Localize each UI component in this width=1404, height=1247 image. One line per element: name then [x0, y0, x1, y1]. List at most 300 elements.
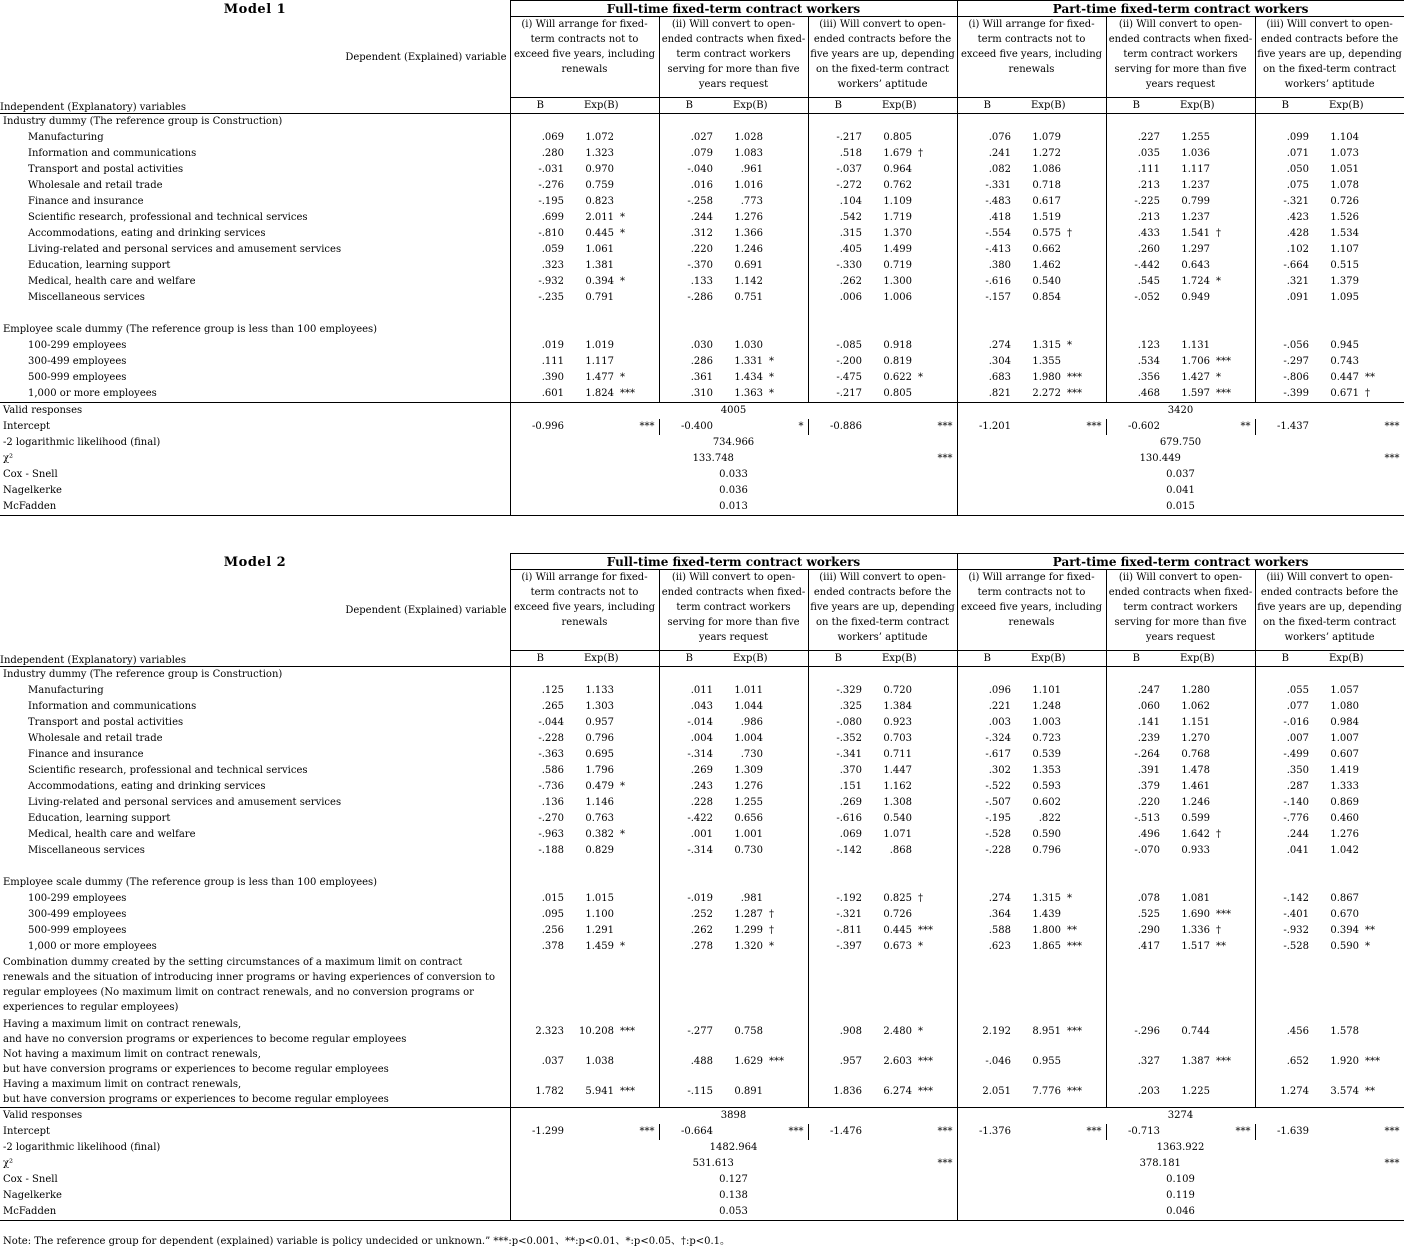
dependent-column-header: (i) Will arrange for fixed-term contracts not to exceed five years, including renewals — [957, 17, 1106, 98]
coef-expb: 0.479 — [585, 781, 614, 792]
stat-label: Valid responses — [0, 403, 510, 420]
significance-mark: ** — [1067, 925, 1077, 936]
coef-expb: 1.038 — [585, 1056, 614, 1067]
coef-b: -.296 — [1106, 1017, 1166, 1047]
coef-b: -.507 — [957, 795, 1017, 811]
coef-b: .059 — [510, 242, 570, 258]
significance-mark: † — [769, 925, 774, 936]
significance-mark — [618, 699, 659, 715]
coef-b: -.031 — [510, 162, 570, 178]
coef-expb: 0.617 — [1032, 196, 1061, 207]
coef-expb: 0.823 — [585, 196, 614, 207]
coef-expb: 1.051 — [1330, 164, 1359, 175]
significance-mark: *** — [1315, 1124, 1404, 1140]
coef-expb: 1.006 — [883, 292, 912, 303]
coef-expb: 1.095 — [1330, 292, 1359, 303]
significance-mark — [1065, 715, 1106, 731]
coef-b: .265 — [510, 699, 570, 715]
significance-mark — [1363, 843, 1404, 859]
coef-b: .096 — [957, 683, 1017, 699]
significance-mark — [1065, 811, 1106, 827]
significance-mark — [1363, 146, 1404, 162]
coef-expb: 0.662 — [1032, 244, 1061, 255]
significance-mark: *** — [918, 1086, 933, 1097]
coef-expb: .961 — [740, 164, 763, 175]
coef-b: -.195 — [510, 194, 570, 210]
significance-mark — [618, 290, 659, 306]
variable-label: Medical, health care and welfare — [28, 276, 196, 287]
significance-mark — [1214, 843, 1255, 859]
coef-b: .123 — [1106, 338, 1166, 354]
significance-mark — [916, 747, 957, 763]
significance-mark — [916, 683, 957, 699]
variable-label: Transport and postal activities — [28, 164, 184, 175]
coef-expb: .730 — [740, 749, 763, 760]
significance-mark — [767, 795, 808, 811]
dependent-column-header: (iii) Will convert to open-ended contracts before the five years are up, depending on the fixed-term contract workers’ aptitude — [1255, 570, 1404, 651]
coef-b: -.736 — [510, 779, 570, 795]
significance-mark — [767, 162, 808, 178]
coef-expb: 1.276 — [734, 781, 763, 792]
variable-label: Wholesale and retail trade — [28, 733, 163, 744]
significance-mark — [916, 827, 957, 843]
coef-expb: .773 — [740, 196, 763, 207]
significance-mark — [916, 290, 957, 306]
coef-expb: 1.291 — [585, 925, 614, 936]
coef-b: -.422 — [659, 811, 719, 827]
dependent-variable-label: Dependent (Explained) variable — [345, 604, 507, 616]
group-header: Full-time fixed-term contract workers — [510, 554, 957, 570]
coef-b: -.363 — [510, 747, 570, 763]
significance-mark — [767, 779, 808, 795]
coef-b: .075 — [1255, 178, 1315, 194]
significance-mark — [1214, 146, 1255, 162]
variable-label: Transport and postal activities — [28, 717, 184, 728]
coef-b: -.314 — [659, 843, 719, 859]
coef-b: .111 — [1106, 162, 1166, 178]
coef-b: -.286 — [659, 290, 719, 306]
significance-mark: *** — [1315, 419, 1404, 435]
coef-b: -.616 — [957, 274, 1017, 290]
significance-mark: * — [620, 829, 625, 840]
dependent-column-header: (iii) Will convert to open-ended contracts before the five years are up, depending on the fixed-term contract workers’ aptitude — [1255, 17, 1404, 98]
significance-mark — [1065, 274, 1106, 290]
significance-mark — [1214, 891, 1255, 907]
b-header: B — [957, 98, 1017, 114]
coef-expb: 0.825 — [883, 893, 912, 904]
variable-label: Manufacturing — [28, 685, 104, 696]
significance-mark: *** — [620, 1086, 635, 1097]
dependent-column-header: (i) Will arrange for fixed-term contracts not to exceed five years, including renewals — [957, 570, 1106, 651]
significance-mark: * — [620, 228, 625, 239]
coef-expb: 1.499 — [883, 244, 912, 255]
significance-mark — [767, 146, 808, 162]
coef-expb: 7.776 — [1032, 1086, 1061, 1097]
coef-b: -.217 — [808, 386, 868, 403]
coef-b: .683 — [957, 370, 1017, 386]
coef-expb: 0.743 — [1330, 356, 1359, 367]
significance-mark: *** — [1067, 372, 1082, 383]
significance-mark: * — [1363, 939, 1404, 955]
coef-expb: 0.382 — [585, 829, 614, 840]
intercept-value: -0.602 — [1106, 419, 1166, 435]
coef-b: -.157 — [957, 290, 1017, 306]
significance-mark — [618, 178, 659, 194]
coef-b: .260 — [1106, 242, 1166, 258]
coef-expb: 0.703 — [883, 733, 912, 744]
significance-mark — [1065, 795, 1106, 811]
significance-mark — [1214, 811, 1255, 827]
significance-mark: *** — [937, 1126, 953, 1137]
coef-expb: 0.763 — [585, 813, 614, 824]
variable-label: Education, learning support — [28, 813, 171, 824]
coef-b: -.483 — [957, 194, 1017, 210]
coef-expb: 0.719 — [883, 260, 912, 271]
significance-mark — [618, 747, 659, 763]
dependent-column-header: (iii) Will convert to open-ended contracts before the five years are up, depending on the fixed-term contract workers’ aptitude — [808, 570, 957, 651]
intercept-value: -1.476 — [808, 1124, 868, 1140]
significance-mark — [1363, 178, 1404, 194]
coef-b: .256 — [510, 923, 570, 939]
coef-expb: 3.574 — [1330, 1086, 1359, 1097]
coef-expb: 1.299 — [734, 925, 763, 936]
coef-b: .274 — [957, 338, 1017, 354]
combination-line-1: Not having a maximum limit on contract renewals, — [3, 1049, 261, 1060]
significance-mark: * — [1067, 893, 1072, 904]
coef-b: -.442 — [1106, 258, 1166, 274]
significance-mark — [916, 795, 957, 811]
significance-mark: *** — [1216, 1056, 1231, 1067]
coef-b: 2.192 — [957, 1017, 1017, 1047]
significance-mark — [916, 338, 957, 354]
variable-label: Accommodations, eating and drinking services — [28, 228, 266, 239]
significance-mark — [916, 178, 957, 194]
significance-mark: *** — [788, 1126, 804, 1137]
coef-expb: 0.796 — [585, 733, 614, 744]
coef-expb: 1.107 — [1330, 244, 1359, 255]
coef-b: -.932 — [510, 274, 570, 290]
significance-mark: *** — [937, 421, 953, 432]
intercept-value: -0.996 — [510, 419, 570, 435]
significance-mark — [1363, 354, 1404, 370]
coef-b: .228 — [659, 795, 719, 811]
coef-b: .361 — [659, 370, 719, 386]
coef-b: .069 — [510, 130, 570, 146]
coef-expb: 1.270 — [1181, 733, 1210, 744]
expb-header: Exp(B) — [868, 651, 957, 667]
coef-b: -.188 — [510, 843, 570, 859]
significance-mark: * — [769, 356, 774, 367]
significance-mark — [618, 891, 659, 907]
coef-expb: 1.384 — [883, 701, 912, 712]
stat-label: Nagelkerke — [3, 485, 62, 496]
significance-mark — [767, 338, 808, 354]
coef-b: .468 — [1106, 386, 1166, 403]
significance-mark — [1214, 1077, 1255, 1108]
significance-mark: *** — [1067, 388, 1082, 399]
significance-mark: *** — [1216, 356, 1231, 367]
coef-b: -.115 — [659, 1077, 719, 1108]
stat-value: 0.037 — [957, 467, 1404, 483]
significance-mark: *** — [1363, 1047, 1404, 1077]
significance-mark — [767, 130, 808, 146]
coef-expb: 0.970 — [585, 164, 614, 175]
significance-mark — [767, 210, 808, 226]
group-header: Part-time fixed-term contract workers — [957, 554, 1404, 570]
significance-mark: *** — [937, 453, 953, 464]
coef-b: .125 — [510, 683, 570, 699]
coef-expb: 1.083 — [734, 148, 763, 159]
section-label — [0, 306, 510, 322]
significance-mark — [1363, 811, 1404, 827]
significance-mark — [618, 811, 659, 827]
significance-mark — [1214, 763, 1255, 779]
coef-expb: 1.578 — [1330, 1026, 1359, 1037]
coef-expb: 1.028 — [734, 132, 763, 143]
coef-b: -.228 — [957, 843, 1017, 859]
stat-value: 0.119 — [957, 1188, 1404, 1204]
variable-label: Wholesale and retail trade — [28, 180, 163, 191]
variable-label: Education, learning support — [28, 260, 171, 271]
significance-mark — [1214, 338, 1255, 354]
coef-b: .278 — [659, 939, 719, 955]
coef-b: .027 — [659, 130, 719, 146]
stat-value: 0.013 — [510, 499, 957, 516]
coef-expb: 1.534 — [1330, 228, 1359, 239]
coef-expb: 1.980 — [1032, 372, 1061, 383]
coef-b: .623 — [957, 939, 1017, 955]
coef-b: -.142 — [808, 843, 868, 859]
coef-expb: 0.945 — [1330, 340, 1359, 351]
coef-expb: 0.539 — [1032, 749, 1061, 760]
expb-header: Exp(B) — [1166, 651, 1255, 667]
coef-b: -.397 — [808, 939, 868, 955]
significance-mark — [618, 907, 659, 923]
significance-mark: * — [918, 372, 923, 383]
stat-value: 0.138 — [510, 1188, 957, 1204]
variable-label: 300-499 employees — [28, 909, 127, 920]
coef-b: .269 — [808, 795, 868, 811]
coef-expb: 1.057 — [1330, 685, 1359, 696]
significance-mark: *** — [1216, 388, 1231, 399]
coef-expb: 2.480 — [883, 1026, 912, 1037]
significance-mark — [618, 795, 659, 811]
variable-label: Medical, health care and welfare — [28, 829, 196, 840]
stat-label: Intercept — [3, 421, 51, 432]
significance-mark — [1065, 258, 1106, 274]
b-header: B — [510, 98, 570, 114]
significance-mark — [767, 242, 808, 258]
coef-expb: 0.791 — [585, 292, 614, 303]
combination-line-1: Having a maximum limit on contract renewals, — [3, 1079, 242, 1090]
coef-expb: 1.366 — [734, 228, 763, 239]
combination-variable-label — [0, 1077, 510, 1108]
coef-expb: 0.515 — [1330, 260, 1359, 271]
coef-b: .417 — [1106, 939, 1166, 955]
coef-expb: 1.303 — [585, 701, 614, 712]
significance-mark: *** — [639, 1126, 655, 1137]
coef-b: -.200 — [808, 354, 868, 370]
stat-value: 0.015 — [957, 499, 1404, 516]
b-header: B — [808, 651, 868, 667]
coef-expb: 1.920 — [1330, 1056, 1359, 1067]
coef-expb: 0.622 — [883, 372, 912, 383]
coef-b: .364 — [957, 907, 1017, 923]
significance-mark — [767, 290, 808, 306]
b-header: B — [1106, 98, 1166, 114]
coef-expb: 1.706 — [1181, 356, 1210, 367]
stat-value: 1363.922 — [957, 1140, 1404, 1156]
coef-b: -.321 — [1255, 194, 1315, 210]
stat-value: 0.041 — [957, 483, 1404, 499]
coef-expb: 1.016 — [734, 180, 763, 191]
expb-header: Exp(B) — [570, 651, 659, 667]
coef-b: -.401 — [1255, 907, 1315, 923]
coef-expb: 0.718 — [1032, 180, 1061, 191]
coef-expb: .986 — [740, 717, 763, 728]
stat-value: 3420 — [957, 403, 1404, 420]
significance-mark: *** — [937, 1158, 953, 1169]
coef-b: -.413 — [957, 242, 1017, 258]
expb-header: Exp(B) — [719, 651, 808, 667]
significance-mark — [618, 354, 659, 370]
significance-mark — [767, 194, 808, 210]
expb-header: Exp(B) — [1017, 651, 1106, 667]
coef-b: .262 — [808, 274, 868, 290]
coef-b: .380 — [957, 258, 1017, 274]
variable-label: 500-999 employees — [28, 925, 127, 936]
coef-expb: 1.719 — [883, 212, 912, 223]
coef-b: -.040 — [659, 162, 719, 178]
significance-mark — [1214, 795, 1255, 811]
coef-expb: .822 — [1038, 813, 1061, 824]
significance-mark — [916, 274, 957, 290]
coef-expb: 1.323 — [585, 148, 614, 159]
variable-label: 100-299 employees — [28, 893, 127, 904]
coef-b: .239 — [1106, 731, 1166, 747]
significance-mark — [916, 226, 957, 242]
significance-mark — [1363, 827, 1404, 843]
significance-mark — [1065, 683, 1106, 699]
coef-b: .213 — [1106, 178, 1166, 194]
coef-expb: 1.072 — [585, 132, 614, 143]
significance-mark: *** — [1067, 1026, 1082, 1037]
coef-b: .321 — [1255, 274, 1315, 290]
significance-mark: ** — [1240, 421, 1251, 432]
intercept-value: -0.400 — [659, 419, 719, 435]
coef-b: .323 — [510, 258, 570, 274]
coef-expb: 1.061 — [585, 244, 614, 255]
coef-expb: 0.758 — [734, 1026, 763, 1037]
coef-expb: 1.042 — [1330, 845, 1359, 856]
coef-b: -.080 — [808, 715, 868, 731]
significance-mark — [1363, 338, 1404, 354]
coef-b: -.014 — [659, 715, 719, 731]
stat-value: 378.181 — [957, 1156, 1363, 1172]
coef-b: -.321 — [808, 907, 868, 923]
coef-expb: 1.133 — [585, 685, 614, 696]
significance-mark: *** — [1235, 1126, 1251, 1137]
coef-b: -.522 — [957, 779, 1017, 795]
coef-expb: 0.540 — [1032, 276, 1061, 287]
significance-mark: *** — [918, 925, 933, 936]
coef-expb: 1.370 — [883, 228, 912, 239]
coef-b: -.528 — [957, 827, 1017, 843]
coef-b: 1.782 — [510, 1077, 570, 1108]
significance-mark — [1363, 194, 1404, 210]
variable-label: 300-499 employees — [28, 356, 127, 367]
coef-b: -.277 — [659, 1017, 719, 1047]
coef-expb: 1.003 — [1032, 717, 1061, 728]
significance-mark — [1214, 258, 1255, 274]
coef-b: -.016 — [1255, 715, 1315, 731]
coef-b: .151 — [808, 779, 868, 795]
coef-expb: 1.519 — [1032, 212, 1061, 223]
coef-b: .003 — [957, 715, 1017, 731]
coef-expb: 1.255 — [1181, 132, 1210, 143]
coef-expb: 1.044 — [734, 701, 763, 712]
coef-b: .286 — [659, 354, 719, 370]
coef-b: -.052 — [1106, 290, 1166, 306]
model-title: Model 2 — [223, 555, 287, 570]
coef-expb: 0.447 — [1330, 372, 1359, 383]
expb-header: Exp(B) — [719, 98, 808, 114]
coef-expb: 2.603 — [883, 1056, 912, 1067]
coef-expb: 1.629 — [734, 1056, 763, 1067]
coef-expb: 0.671 — [1330, 388, 1359, 399]
significance-mark — [1065, 130, 1106, 146]
significance-mark: *** — [1086, 1126, 1102, 1137]
dependent-column-header: (i) Will arrange for fixed-term contracts not to exceed five years, including renewals — [510, 570, 659, 651]
significance-mark — [767, 715, 808, 731]
coef-b: .041 — [1255, 843, 1315, 859]
significance-mark — [767, 827, 808, 843]
coef-expb: 1.079 — [1032, 132, 1061, 143]
coef-expb: 1.001 — [734, 829, 763, 840]
coef-b: .076 — [957, 130, 1017, 146]
significance-mark — [767, 747, 808, 763]
significance-mark: *** — [1067, 1086, 1082, 1097]
coef-expb: 1.331 — [734, 356, 763, 367]
coef-b: -.056 — [1255, 338, 1315, 354]
coef-expb: 1.272 — [1032, 148, 1061, 159]
combination-dummy-label: Combination dummy created by the setting circumstances of a maximum limit on contract renewals and the situation of introducing inner programs or having experiences of conversion to regular employees (No maximum limit on contract renewals, and no conversion programs or experiences to regular employees) — [3, 957, 495, 1013]
coef-expb: 1.237 — [1181, 212, 1210, 223]
significance-mark: † — [1216, 829, 1221, 840]
stat-value: 0.053 — [510, 1204, 957, 1221]
coef-expb: 1.007 — [1330, 733, 1359, 744]
intercept-value: -1.376 — [957, 1124, 1017, 1140]
significance-mark — [916, 242, 957, 258]
b-header: B — [659, 98, 719, 114]
section-label: Industry dummy (The reference group is Construction) — [0, 114, 510, 131]
significance-mark: † — [918, 893, 923, 904]
significance-mark — [1214, 130, 1255, 146]
footnote: Note: The reference group for dependent (explained) variable is policy undecided or unknown.” ***:p<0.001、**:p<0.01、*:p<0.05、†:p<0.1。 — [3, 1236, 731, 1247]
significance-mark: † — [1216, 228, 1221, 239]
coef-expb: 1.131 — [1181, 340, 1210, 351]
coef-expb: 1.276 — [734, 212, 763, 223]
coef-b: -.475 — [808, 370, 868, 386]
significance-mark — [916, 258, 957, 274]
coef-b: -.270 — [510, 811, 570, 827]
coef-b: .104 — [808, 194, 868, 210]
significance-mark: * — [918, 941, 923, 952]
coef-expb: 1.462 — [1032, 260, 1061, 271]
coef-b: .390 — [510, 370, 570, 386]
coef-b: -.225 — [1106, 194, 1166, 210]
significance-mark: *** — [639, 421, 655, 432]
